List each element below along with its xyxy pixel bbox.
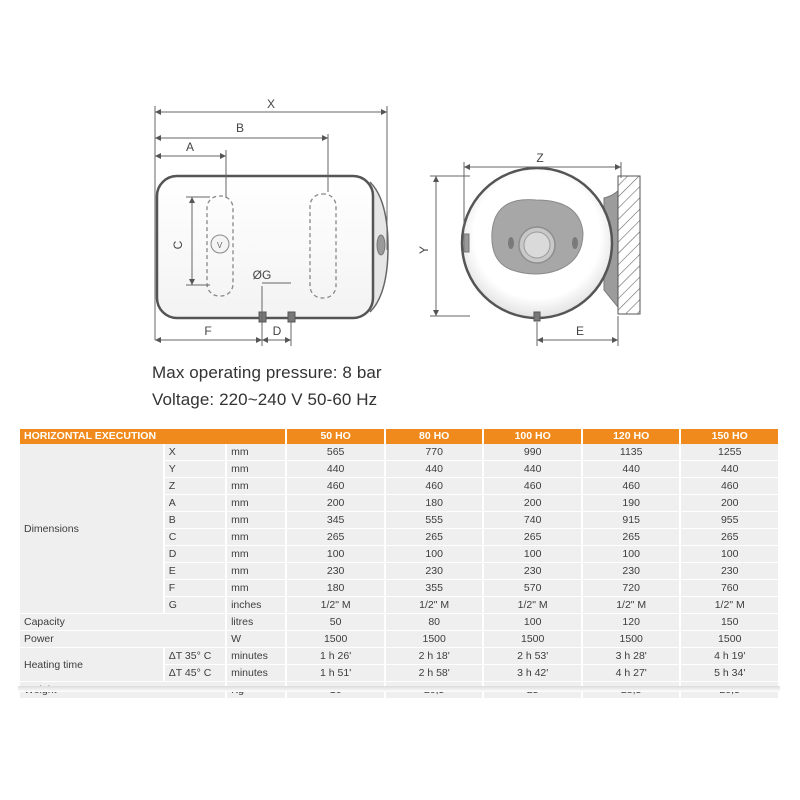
value-cell: 230 [287, 563, 384, 580]
value-cell: 180 [386, 495, 483, 512]
value-cell: 460 [386, 478, 483, 495]
value-cell: 200 [681, 495, 778, 512]
value-cell: 100 [484, 614, 581, 631]
row-subkey: D [165, 546, 225, 563]
row-subkey: Y [165, 461, 225, 478]
value-cell: 100 [386, 546, 483, 563]
value-cell: 265 [386, 529, 483, 546]
value-cell: 80 [386, 614, 483, 631]
dim-label-a: A [185, 140, 195, 154]
value-cell: 100 [484, 546, 581, 563]
row-unit: mm [227, 580, 285, 597]
value-cell: 150 [681, 614, 778, 631]
value-cell: 345 [287, 512, 384, 529]
value-cell: 440 [583, 461, 680, 478]
row-subkey: E [165, 563, 225, 580]
table-row [20, 648, 778, 665]
row-unit: mm [227, 546, 285, 563]
value-cell: 2 h 53' [484, 648, 581, 665]
row-unit: minutes [227, 665, 285, 682]
row-unit: mm [227, 444, 285, 461]
row-unit: mm [227, 563, 285, 580]
model-header: 80 HO [386, 429, 483, 444]
value-cell: 460 [681, 478, 778, 495]
value-cell: 1500 [386, 631, 483, 648]
row-unit: mm [227, 461, 285, 478]
value-cell: 120 [583, 614, 680, 631]
table-row [20, 614, 778, 631]
row-subkey: ΔT 45° C [165, 665, 225, 682]
dim-label-c: C [171, 240, 185, 250]
value-cell: 2 h 58' [386, 665, 483, 682]
value-cell: 3 h 28' [583, 648, 680, 665]
value-cell: 1255 [681, 444, 778, 461]
value-cell: 200 [287, 495, 384, 512]
value-cell: 440 [484, 461, 581, 478]
row-unit: W [227, 631, 285, 648]
row-unit: minutes [227, 648, 285, 665]
voltage-text: Voltage: 220~240 V 50-60 Hz [152, 390, 378, 409]
row-subkey: F [165, 580, 225, 597]
value-cell: 1 h 51' [287, 665, 384, 682]
model-header: 120 HO [583, 429, 680, 444]
dim-label-y: Y [417, 245, 431, 255]
value-cell: 460 [287, 478, 384, 495]
table-row [20, 631, 778, 648]
row-subkey: G [165, 597, 225, 614]
value-cell: 355 [386, 580, 483, 597]
value-cell: 720 [583, 580, 680, 597]
svg-text:V: V [217, 241, 223, 250]
value-cell: 4 h 27' [583, 665, 680, 682]
dim-label-b: B [235, 121, 245, 135]
value-cell: 740 [484, 512, 581, 529]
value-cell: 2 h 18' [386, 648, 483, 665]
table-title: HORIZONTAL EXECUTION [20, 429, 285, 444]
max-pressure-text: Max operating pressure: 8 bar [152, 363, 382, 382]
value-cell: 460 [484, 478, 581, 495]
value-cell: 1500 [287, 631, 384, 648]
table-row [20, 444, 778, 461]
value-cell: 100 [681, 546, 778, 563]
table-shadow [18, 686, 780, 692]
dim-label-d: D [272, 324, 282, 338]
end-view [430, 162, 640, 346]
row-unit: mm [227, 529, 285, 546]
group-label-heating-time: Heating time [20, 648, 163, 682]
value-cell: 440 [287, 461, 384, 478]
value-cell: 1/2" M [386, 597, 483, 614]
technical-data-table [18, 429, 780, 699]
value-cell: 230 [386, 563, 483, 580]
value-cell: 915 [583, 512, 680, 529]
row-subkey: A [165, 495, 225, 512]
dim-label-z: Z [536, 151, 544, 165]
row-subkey: Z [165, 478, 225, 495]
value-cell: 990 [484, 444, 581, 461]
row-unit: mm [227, 478, 285, 495]
value-cell: 265 [583, 529, 680, 546]
value-cell: 230 [681, 563, 778, 580]
value-cell: 1135 [583, 444, 680, 461]
value-cell: 4 h 19' [681, 648, 778, 665]
value-cell: 1500 [583, 631, 680, 648]
row-unit: inches [227, 597, 285, 614]
row-subkey: C [165, 529, 225, 546]
row-unit: mm [227, 495, 285, 512]
value-cell: 760 [681, 580, 778, 597]
value-cell: 440 [681, 461, 778, 478]
value-cell: 1 h 26' [287, 648, 384, 665]
value-cell: 440 [386, 461, 483, 478]
row-unit: mm [227, 512, 285, 529]
value-cell: 3 h 42' [484, 665, 581, 682]
value-cell: 265 [287, 529, 384, 546]
value-cell: 460 [583, 478, 680, 495]
row-subkey: X [165, 444, 225, 461]
dim-label-g: ØG [252, 268, 272, 282]
dim-label-e: E [575, 324, 585, 338]
value-cell: 570 [484, 580, 581, 597]
dim-label-x: X [266, 97, 276, 111]
value-cell: 770 [386, 444, 483, 461]
value-cell: 230 [583, 563, 680, 580]
table-header-row [20, 429, 778, 444]
row-unit: litres [227, 614, 285, 631]
value-cell: 190 [583, 495, 680, 512]
value-cell: 1/2" M [681, 597, 778, 614]
dim-label-f: F [204, 324, 212, 338]
value-cell: 1500 [484, 631, 581, 648]
model-header: 100 HO [484, 429, 581, 444]
row-label-power: Power [20, 631, 225, 648]
group-label-dimensions: Dimensions [20, 444, 163, 614]
value-cell: 50 [287, 614, 384, 631]
value-cell: 1/2" M [583, 597, 680, 614]
value-cell: 565 [287, 444, 384, 461]
value-cell: 230 [484, 563, 581, 580]
value-cell: 1500 [681, 631, 778, 648]
value-cell: 265 [484, 529, 581, 546]
value-cell: 100 [287, 546, 384, 563]
technical-drawing [0, 0, 800, 360]
row-subkey: B [165, 512, 225, 529]
value-cell: 955 [681, 512, 778, 529]
value-cell: 5 h 34' [681, 665, 778, 682]
value-cell: 1/2" M [287, 597, 384, 614]
value-cell: 265 [681, 529, 778, 546]
value-cell: 100 [583, 546, 680, 563]
value-cell: 1/2" M [484, 597, 581, 614]
row-subkey: ΔT 35° C [165, 648, 225, 665]
model-header: 150 HO [681, 429, 778, 444]
value-cell: 555 [386, 512, 483, 529]
row-label-capacity: Capacity [20, 614, 225, 631]
model-header: 50 HO [287, 429, 384, 444]
value-cell: 200 [484, 495, 581, 512]
value-cell: 180 [287, 580, 384, 597]
